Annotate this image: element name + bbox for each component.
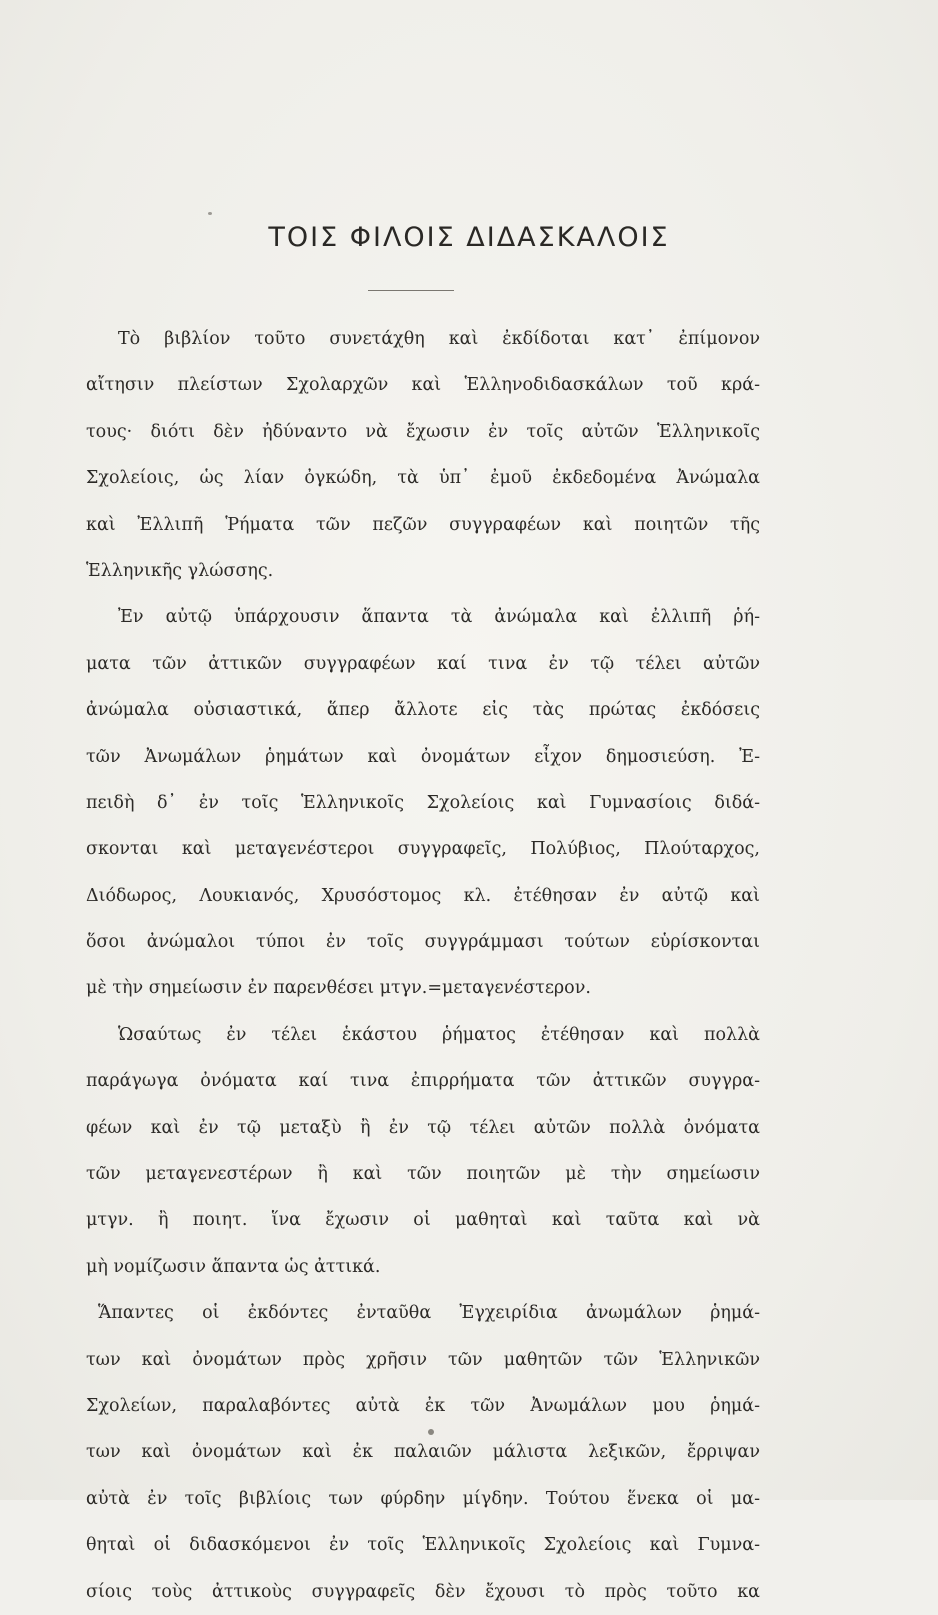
text-line: Ἐν αὐτῷ ὑπάρχουσιν ἅπαντα τὰ ἀνώμαλα καὶ ἐλλιπῆ ῥή-	[118, 607, 760, 628]
text-line: ματα τῶν ἀττικῶν συγγραφέων καί τινα ἐν τῷ τέλει αὐτῶν	[86, 653, 760, 674]
title-rule	[368, 290, 454, 291]
text-line: Διόδωρος, Λουκιανός, Χρυσόστομος κλ. ἐτέθησαν ἐν αὐτῷ καὶ	[86, 885, 760, 906]
text-line: φέων καὶ ἐν τῷ μεταξὺ ἢ ἐν τῷ τέλει αὐτῶν πολλὰ ὀνόματα	[86, 1117, 760, 1138]
text-line: Ἅπαντες οἱ ἐκδόντες ἐνταῦθα Ἐγχειρίδια ἀνωμάλων ῥημά-	[98, 1303, 760, 1324]
text-line: μτγν. ἢ ποιητ. ἵνα ἔχωσιν οἱ μαθηταὶ καὶ ταῦτα καὶ νὰ	[86, 1210, 760, 1231]
text-line: Σχολείων, παραλαβόντες αὐτὰ ἐκ τῶν Ἀνωμάλων μου ῥημά-	[86, 1395, 760, 1416]
text-line: των καὶ ὀνομάτων πρὸς χρῆσιν τῶν μαθητῶν τῶν Ἑλληνικῶν	[86, 1349, 760, 1370]
page-title: ΤΟΙΣ ΦΙΛΟΙΣ ΔΙΔΑΣΚΑΛΟΙΣ	[268, 222, 670, 253]
text-line: σκονται καὶ μεταγενέστεροι συγγραφεῖς, Πολύβιος, Πλούταρχος,	[86, 839, 760, 860]
text-line: Τὸ βιβλίον τοῦτο συνετάχθη καὶ ἐκδίδοται κατ᾽ ἐπίμονον	[118, 329, 760, 349]
text-line: αἴτησιν πλείστων Σχολαρχῶν καὶ Ἑλληνοδιδασκάλων τοῦ κρά-	[86, 375, 760, 396]
text-line: Ἑλληνικῆς γλώσσης.	[86, 560, 274, 581]
text-line: πειδὴ δ᾽ ἐν τοῖς Ἑλληνικοῖς Σχολείοις καὶ Γυμνασίοις διδά-	[86, 792, 760, 813]
text-line: μὴ νομίζωσιν ἅπαντα ὡς ἀττικά.	[86, 1256, 381, 1277]
text-line: τῶν Ἀνωμάλων ῥημάτων καὶ ὀνομάτων εἶχον δημοσιεύση. Ἐ-	[86, 746, 760, 767]
text-line: των καὶ ὀνομάτων καὶ ἐκ παλαιῶν μάλιστα λεξικῶν, ἔρριψαν	[86, 1442, 760, 1463]
text-line: καὶ Ἐλλιπῆ Ῥήματα τῶν πεζῶν συγγραφέων καὶ ποιητῶν τῆς	[86, 514, 760, 535]
text-line: Σχολείοις, ὡς λίαν ὀγκώδη, τὰ ὑπ᾽ ἐμοῦ ἐκδεδομένα Ἀνώμαλα	[86, 468, 760, 489]
ink-speck	[208, 212, 212, 215]
text-line: ἀνώμαλα οὐσιαστικά, ἅπερ ἄλλοτε εἰς τὰς πρώτας ἐκδόσεις	[86, 700, 760, 721]
text-line: σίοις τοὺς ἀττικοὺς συγγραφεῖς δὲν ἔχουσι τὸ πρὸς τοῦτο κα	[86, 1581, 760, 1602]
text-line: Ὡσαύτως ἐν τέλει ἑκάστου ῥήματος ἐτέθησαν καὶ πολλὰ	[118, 1024, 760, 1045]
body-text	[86, 316, 760, 1615]
text-line: τους· διότι δὲν ἠδύναντο νὰ ἔχωσιν ἐν τοῖς αὐτῶν Ἑλληνικοῖς	[86, 421, 760, 442]
page-mark	[428, 1429, 434, 1435]
text-line: τῶν μεταγενεστέρων ἢ καὶ τῶν ποιητῶν μὲ τὴν σημείωσιν	[86, 1164, 760, 1185]
text-line: αὐτὰ ἐν τοῖς βιβλίοις των φύρδην μίγδην. Τούτου ἕνεκα οἱ μα-	[86, 1488, 760, 1509]
text-line: μὲ τὴν σημείωσιν ἐν παρενθέσει μτγν.=μεταγενέστερον.	[86, 978, 591, 999]
text-line: παράγωγα ὀνόματα καί τινα ἐπιρρήματα τῶν ἀττικῶν συγγρα-	[86, 1071, 760, 1092]
text-line: θηταὶ οἱ διδασκόμενοι ἐν τοῖς Ἑλληνικοῖς Σχολείοις καὶ Γυμνα-	[86, 1535, 760, 1556]
text-line: ὅσοι ἀνώμαλοι τύποι ἐν τοῖς συγγράμμασι τούτων εὑρίσκονται	[86, 932, 760, 953]
